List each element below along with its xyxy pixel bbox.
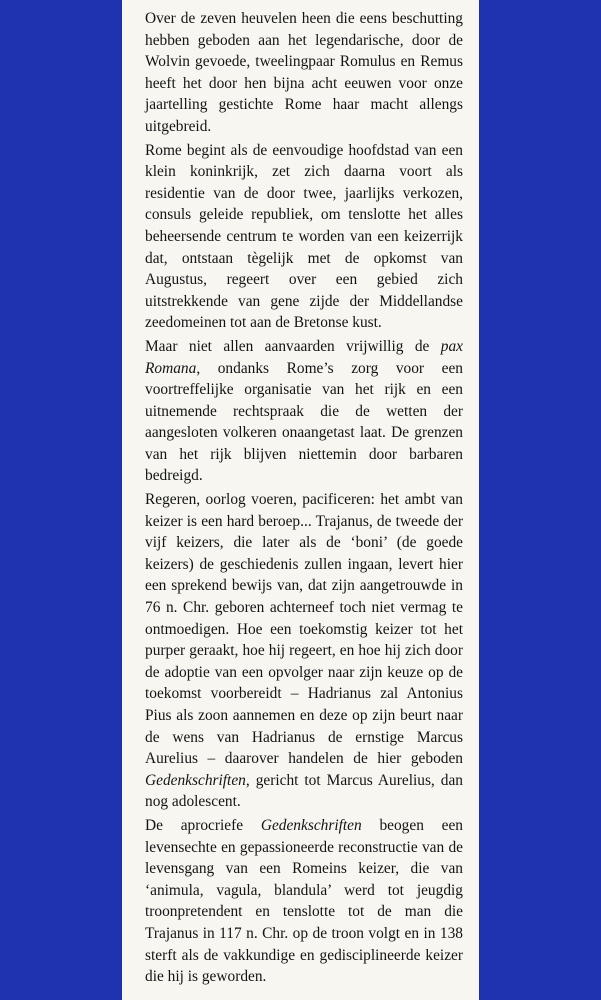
blurb-text: [145, 8, 463, 990]
paragraph-3-text-b: , ondanks Rome’s zorg voor een voortreffelijke organisatie van het rijk en een uitnemende rechtspraak die de wetten der aangesloten volkeren onaangetast laat. De grenzen van het rijk blijven niettemin door barbaren bedreigd.: [145, 359, 463, 485]
paragraph-4-italic-gedenkschriften: Gedenkschriften: [145, 771, 246, 789]
paragraph-4-text-b: , gericht tot Marcus Aurelius, dan nog adolescent.: [145, 771, 463, 811]
paragraph-3-italic-pax-romana: pax Romana: [145, 337, 463, 377]
paragraph-4-text-a: Regeren, oorlog voeren, pacificeren: het ambt van keizer is een hard beroep... Trajanus, de tweede der vijf keizers, die later als de ‘boni’ (de goede keizers) de geschiedenis zullen ingaan, levert hier een sprekend bewijs van, dat zijn aangetrouwde in 76 n. Chr. geboren achterneef toch niet vermag te ontmoedigen. Hoe een toekomstig keizer tot het purper geraakt, hoe hij regeert, en hoe hij zich door de adoptie van een opvolger naar zijn keuze op de toekomst voorbereidt – Hadrianus zal Antonius Pius als zoon aannemen en deze op zijn beurt naar de wens van Hadrianus de ernstige Marcus Aurelius – daarover handelen de hier geboden: [145, 491, 463, 768]
paragraph-5-italic-gedenkschriften: Gedenkschriften: [260, 816, 362, 834]
paragraph-3-text-a: Maar niet allen aanvaarden vrijwillig de: [145, 337, 441, 355]
paragraph-1-text: Over de zeven heuvelen heen die eens beschutting hebben geboden aan het legendarische, door de Wolvin gevoede, tweelingpaar Romulus en Remus heeft het door hen bijna acht eeuwen voor onze jaartelling gestichte Rome haar macht allengs uitgebreid.: [145, 10, 463, 135]
paragraph-4: [145, 489, 463, 813]
paragraph-5-text-a: De aprocriefe: [145, 816, 261, 834]
paragraph-2: [145, 140, 463, 334]
paragraph-1: [145, 8, 463, 138]
paragraph-5-text-b: beogen een levensechte en gepassioneerde reconstructie van de levensgang van een Romeins keizer, die van ‘animula, vagula, blandula’ werd tot jeugdig troonpretendent en tenslotte tot de man die Trajanus in 117 n. Chr. op de troon volgt en in 138 sterft als de vakkundige en gedisciplineerde keizer die hij is geworden.: [145, 816, 463, 986]
paragraph-5: [145, 815, 463, 988]
paragraph-2-text: Rome begint als de eenvoudige hoofdstad van een klein koninkrijk, zet zich daarna voort als residentie van de door twee, jaarlijks verkozen, consuls geleide republiek, om tenslotte het alles beheersende centrum te worden van een keizerrijk dat, ontstaan tègelijk met de opkomst van Augustus, regeert over een gebied zich uitstrekkende van gene zijde der Middellandse zeedomeinen tot aan de Bretonse kust.: [145, 141, 463, 332]
paragraph-3: [145, 336, 463, 487]
back-cover-text-panel: [122, 0, 479, 1000]
